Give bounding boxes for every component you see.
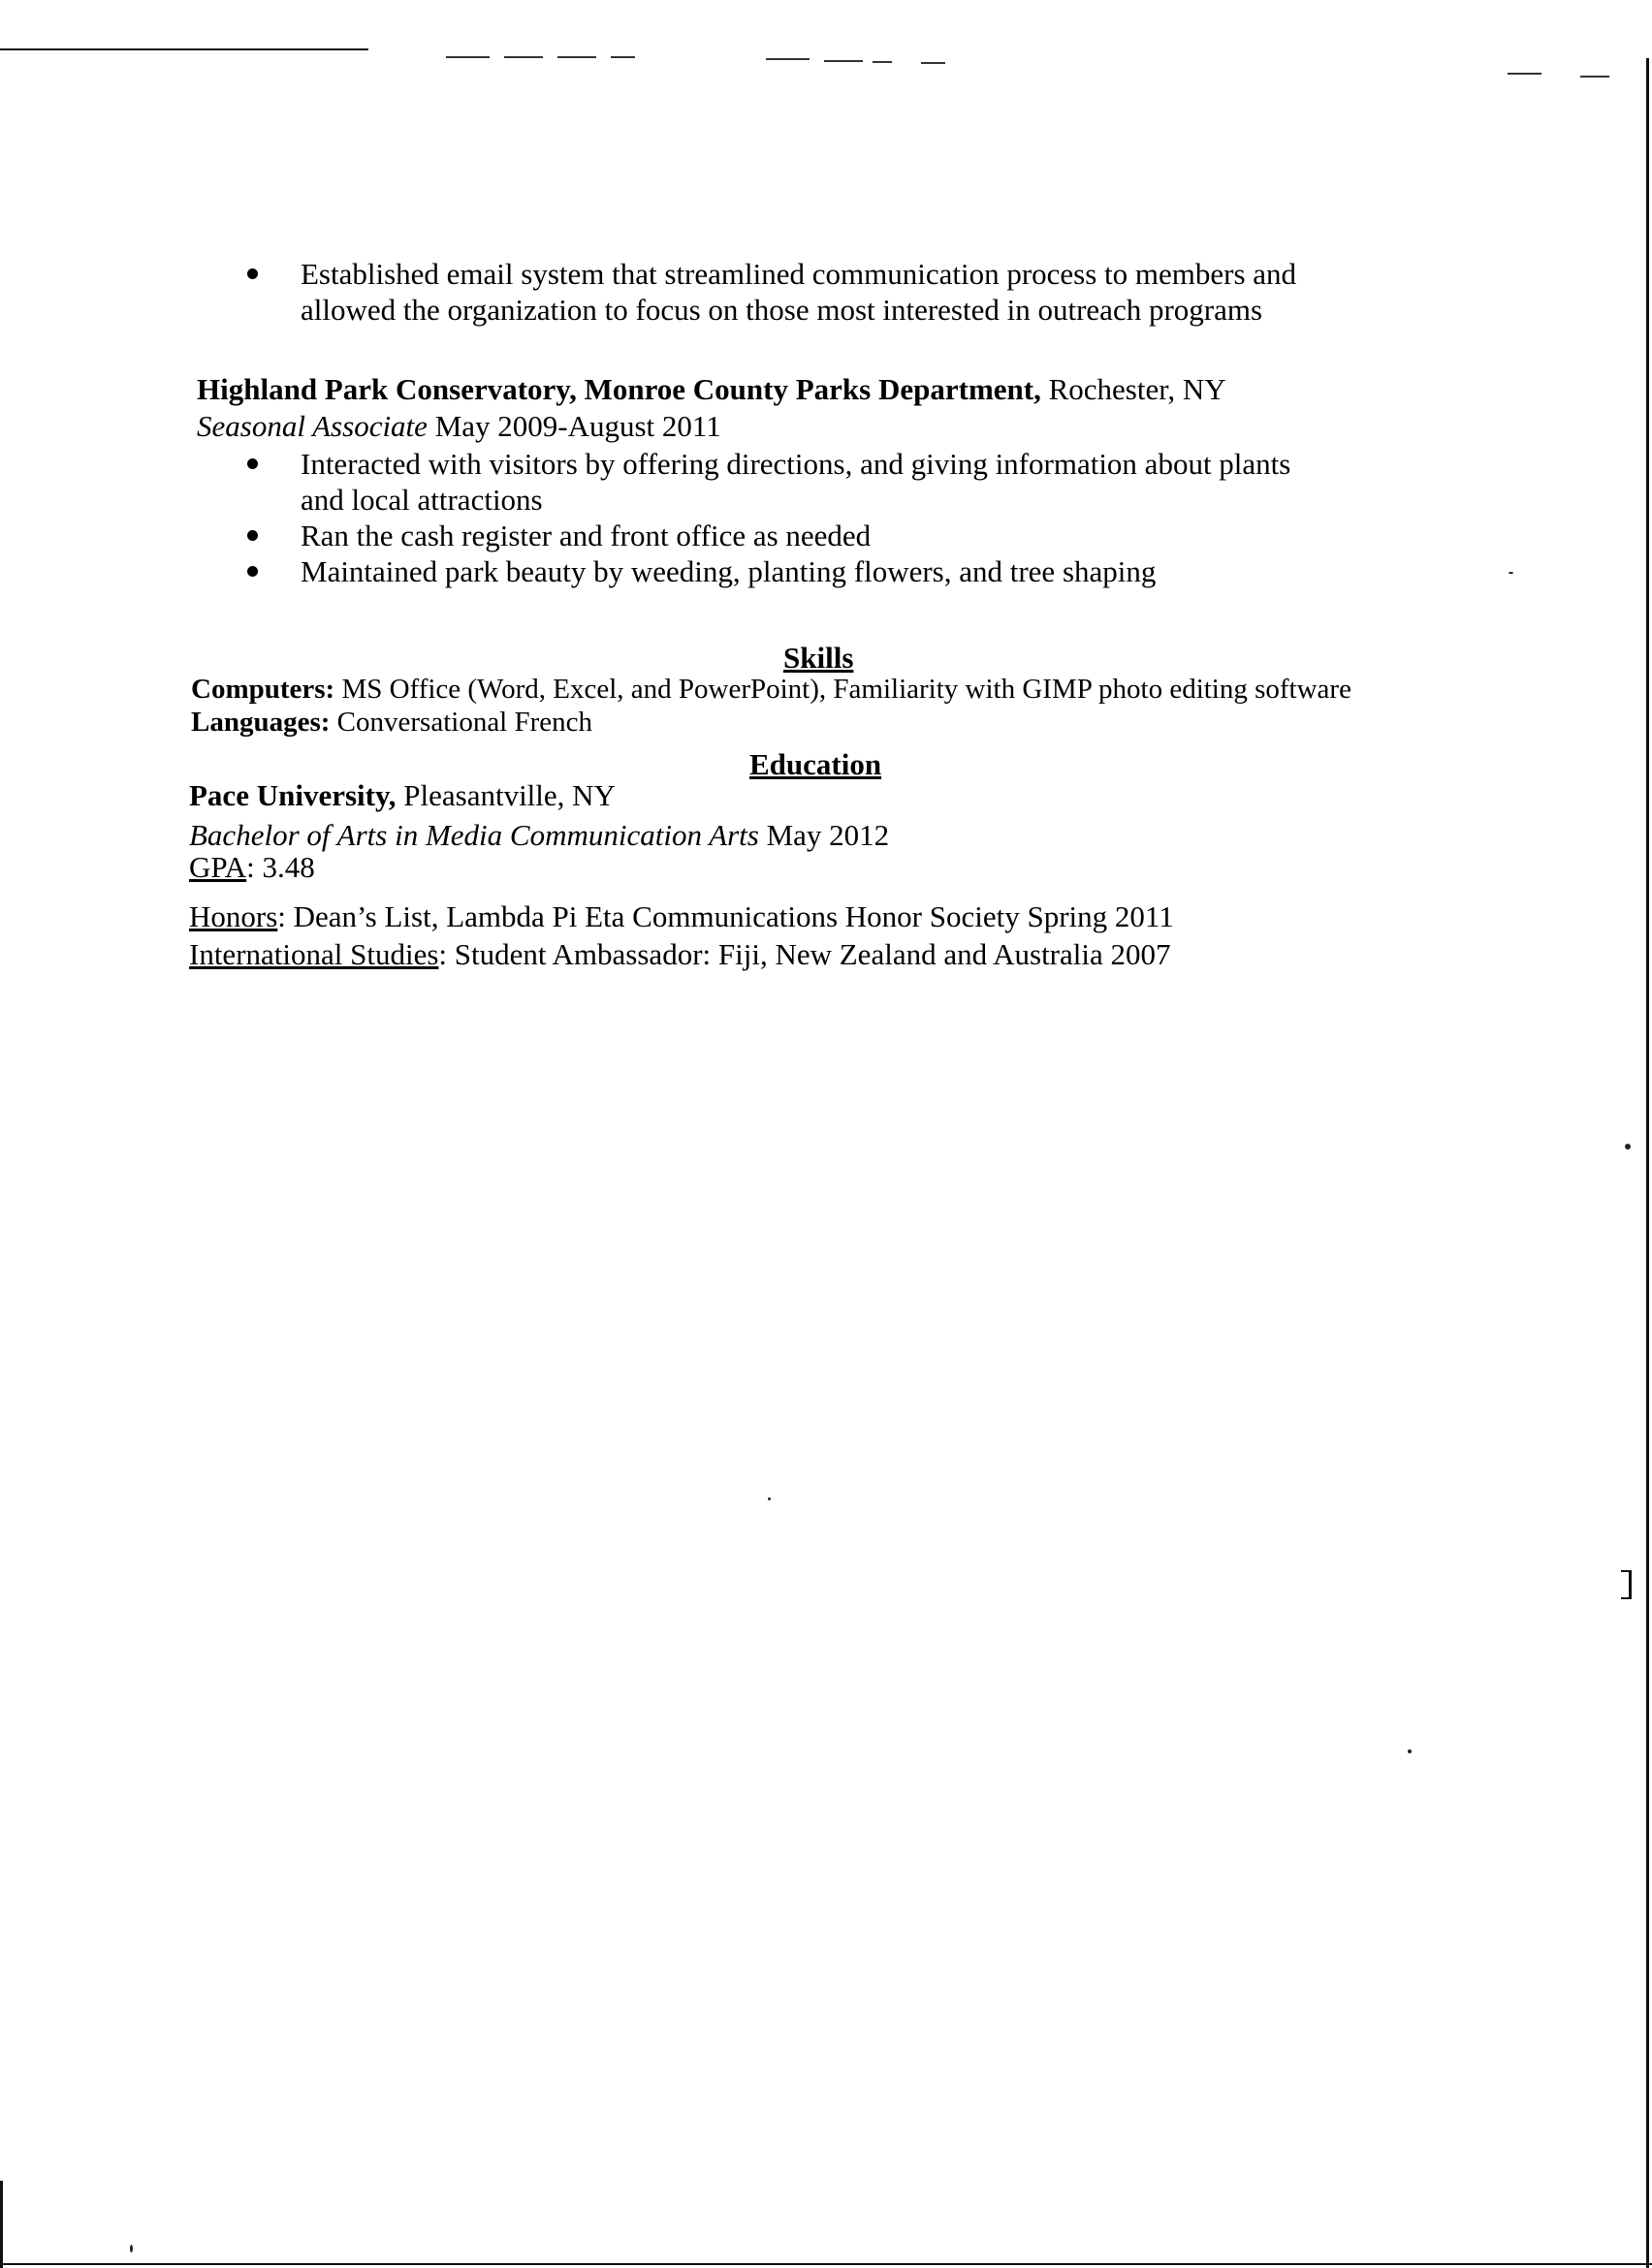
- scan-dash: [504, 56, 543, 58]
- job-bullets: [247, 446, 1290, 589]
- gpa-label: GPA: [189, 850, 247, 884]
- computers-label: Computers:: [191, 674, 335, 705]
- skills-heading: Skills: [783, 641, 854, 675]
- degree-date: May 2012: [758, 818, 890, 852]
- job-title-line: [197, 408, 721, 445]
- computers-value: MS Office (Word, Excel, and PowerPoint), Familiarity with GIMP photo editing software: [334, 674, 1351, 705]
- education-international: [189, 936, 1171, 973]
- languages-value: Conversational French: [330, 707, 593, 738]
- job-dates: May 2009-August 2011: [427, 409, 721, 443]
- degree-name: Bachelor of Arts in Media Communication Arts: [189, 818, 759, 852]
- bullet-text-line: Interacted with visitors by offering directions, and giving information about plants: [301, 447, 1291, 481]
- list-item: [247, 553, 1290, 589]
- honors-value: : Dean’s List, Lambda Pi Eta Communications Honor Society Spring 2011: [277, 899, 1174, 933]
- scan-right-bracket: [1621, 1570, 1631, 1572]
- job-header: [197, 371, 1226, 408]
- scan-bottom-edge: [0, 2263, 1652, 2265]
- scan-speck: [130, 2245, 133, 2252]
- scan-top-rule: [0, 48, 368, 50]
- list-item: [247, 518, 1290, 553]
- education-honors: [189, 898, 1174, 935]
- skills-languages: [191, 704, 592, 740]
- international-label: International Studies: [189, 937, 439, 971]
- international-value: : Student Ambassador: Fiji, New Zealand and Australia 2007: [438, 937, 1171, 971]
- scan-dash: [446, 56, 490, 58]
- education-gpa: [189, 849, 315, 886]
- scan-speck: [1625, 1144, 1631, 1150]
- scan-dash: [873, 61, 892, 63]
- bullet-icon: [247, 268, 258, 279]
- bullet-text-line: Maintained park beauty by weeding, planting flowers, and tree shaping: [301, 554, 1157, 588]
- school-name: Pace University,: [189, 778, 397, 812]
- scan-right-edge: [1646, 58, 1649, 2268]
- bullet-text-line: Ran the cash register and front office as needed: [301, 519, 872, 552]
- job-title: Seasonal Associate: [197, 409, 428, 443]
- list-item: [247, 256, 1296, 328]
- honors-label: Honors: [189, 899, 278, 933]
- scan-right-bracket: [1629, 1570, 1632, 1599]
- scan-speck: [1408, 1749, 1412, 1753]
- bullet-icon: [247, 530, 258, 541]
- scan-dash: [611, 56, 635, 58]
- employer-name: Highland Park Conservatory, Monroe County Parks Department,: [197, 372, 1041, 406]
- languages-label: Languages:: [191, 707, 331, 738]
- education-school: [189, 777, 616, 814]
- bullet-icon: [247, 566, 258, 577]
- bullet-icon: [247, 458, 258, 469]
- scan-dash: [1508, 73, 1541, 75]
- education-heading: Education: [749, 747, 882, 781]
- bullet-text-line: Established email system that streamlined communication process to members and: [301, 257, 1297, 291]
- scan-speck: [1509, 572, 1513, 574]
- skills-computers: [191, 671, 1351, 708]
- scan-dash: [557, 56, 596, 58]
- school-location: Pleasantville, NY: [396, 778, 616, 812]
- scan-dash: [824, 60, 863, 62]
- employer-location: Rochester, NY: [1040, 372, 1226, 406]
- scan-dash: [1580, 76, 1609, 78]
- scan-dash: [921, 62, 945, 64]
- scan-left-edge-bottom: [0, 2181, 3, 2268]
- bullet-text-line: and local attractions: [301, 483, 543, 517]
- gpa-value: : 3.48: [246, 850, 315, 884]
- list-item: [247, 446, 1290, 518]
- scan-speck: [768, 1497, 771, 1500]
- scan-dash: [766, 58, 810, 60]
- bullet-text-line: allowed the organization to focus on those most interested in outreach programs: [301, 293, 1263, 327]
- prev-entry-bullets: [247, 256, 1296, 328]
- scan-right-bracket: [1621, 1597, 1631, 1599]
